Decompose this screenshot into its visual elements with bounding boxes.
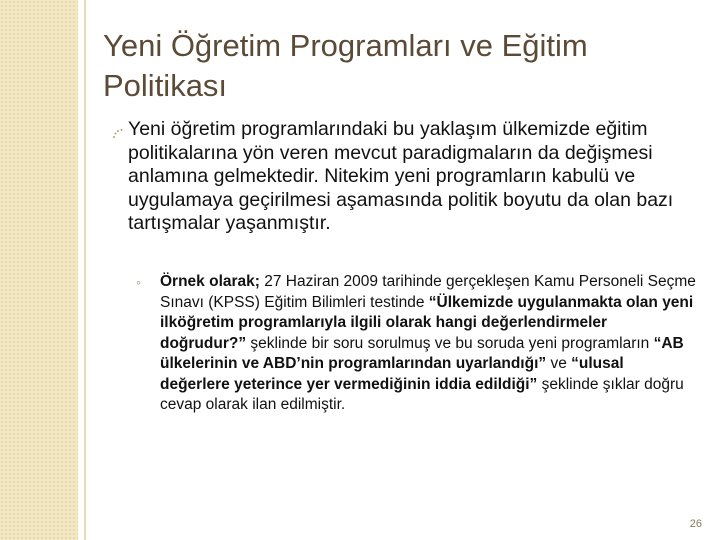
bullet2-segment: şeklinde şıklar doğru cevap olarak ilan edilmiştir.: [160, 375, 684, 413]
answer-quote-1: “AB ülkelerinin ve ABD’nin programlarından uyarlandığı”: [160, 334, 684, 372]
bullet2-segment: 27 Haziran 2009 tarihinde gerçekleşen Kamu Personeli Seçme Sınavı (KPSS) Eğitim Bilimleri testinde: [160, 273, 696, 311]
page-number: 26: [689, 518, 702, 530]
bullet-level-1-text: Yeni öğretim programlarındaki bu yaklaşım ülkemizde eğitim politikalarına yön veren mevcut paradigmaların da değişmesi anlamına gelmektedir. Nitekim yeni programların kabulü ve uygulamaya geçirilmesi aşamasında politik boyutu da olan bazı tartışmalar yaşanmıştır.: [128, 118, 674, 234]
dotted-arc-bullet-icon: [112, 123, 124, 135]
bullet2-segment: şeklinde bir soru sorulmuş ve bu soruda yeni programların: [246, 334, 654, 352]
bullet-level-1: [112, 118, 692, 236]
example-label: Örnek olarak;: [160, 273, 260, 290]
decorative-side-band: [0, 0, 78, 540]
slide-title: Yeni Öğretim Programları ve Eğitim Politikası: [103, 28, 588, 103]
decorative-divider: [84, 0, 86, 540]
bullet-level-2: [136, 272, 696, 416]
bullet2-segment: ve: [546, 355, 572, 372]
exam-question-quote: “Ülkemizde uygulanmakta olan yeni ilköğretim programlarıyla ilgili olarak hangi değerlendirmeler doğrudur?”: [160, 293, 694, 352]
ring-bullet-icon: ◦: [136, 274, 141, 290]
bullet-level-2-text: [160, 272, 696, 416]
answer-quote-2: “ulusal değerlere yeterince yer vermediğinin iddia edildiği”: [160, 355, 624, 393]
